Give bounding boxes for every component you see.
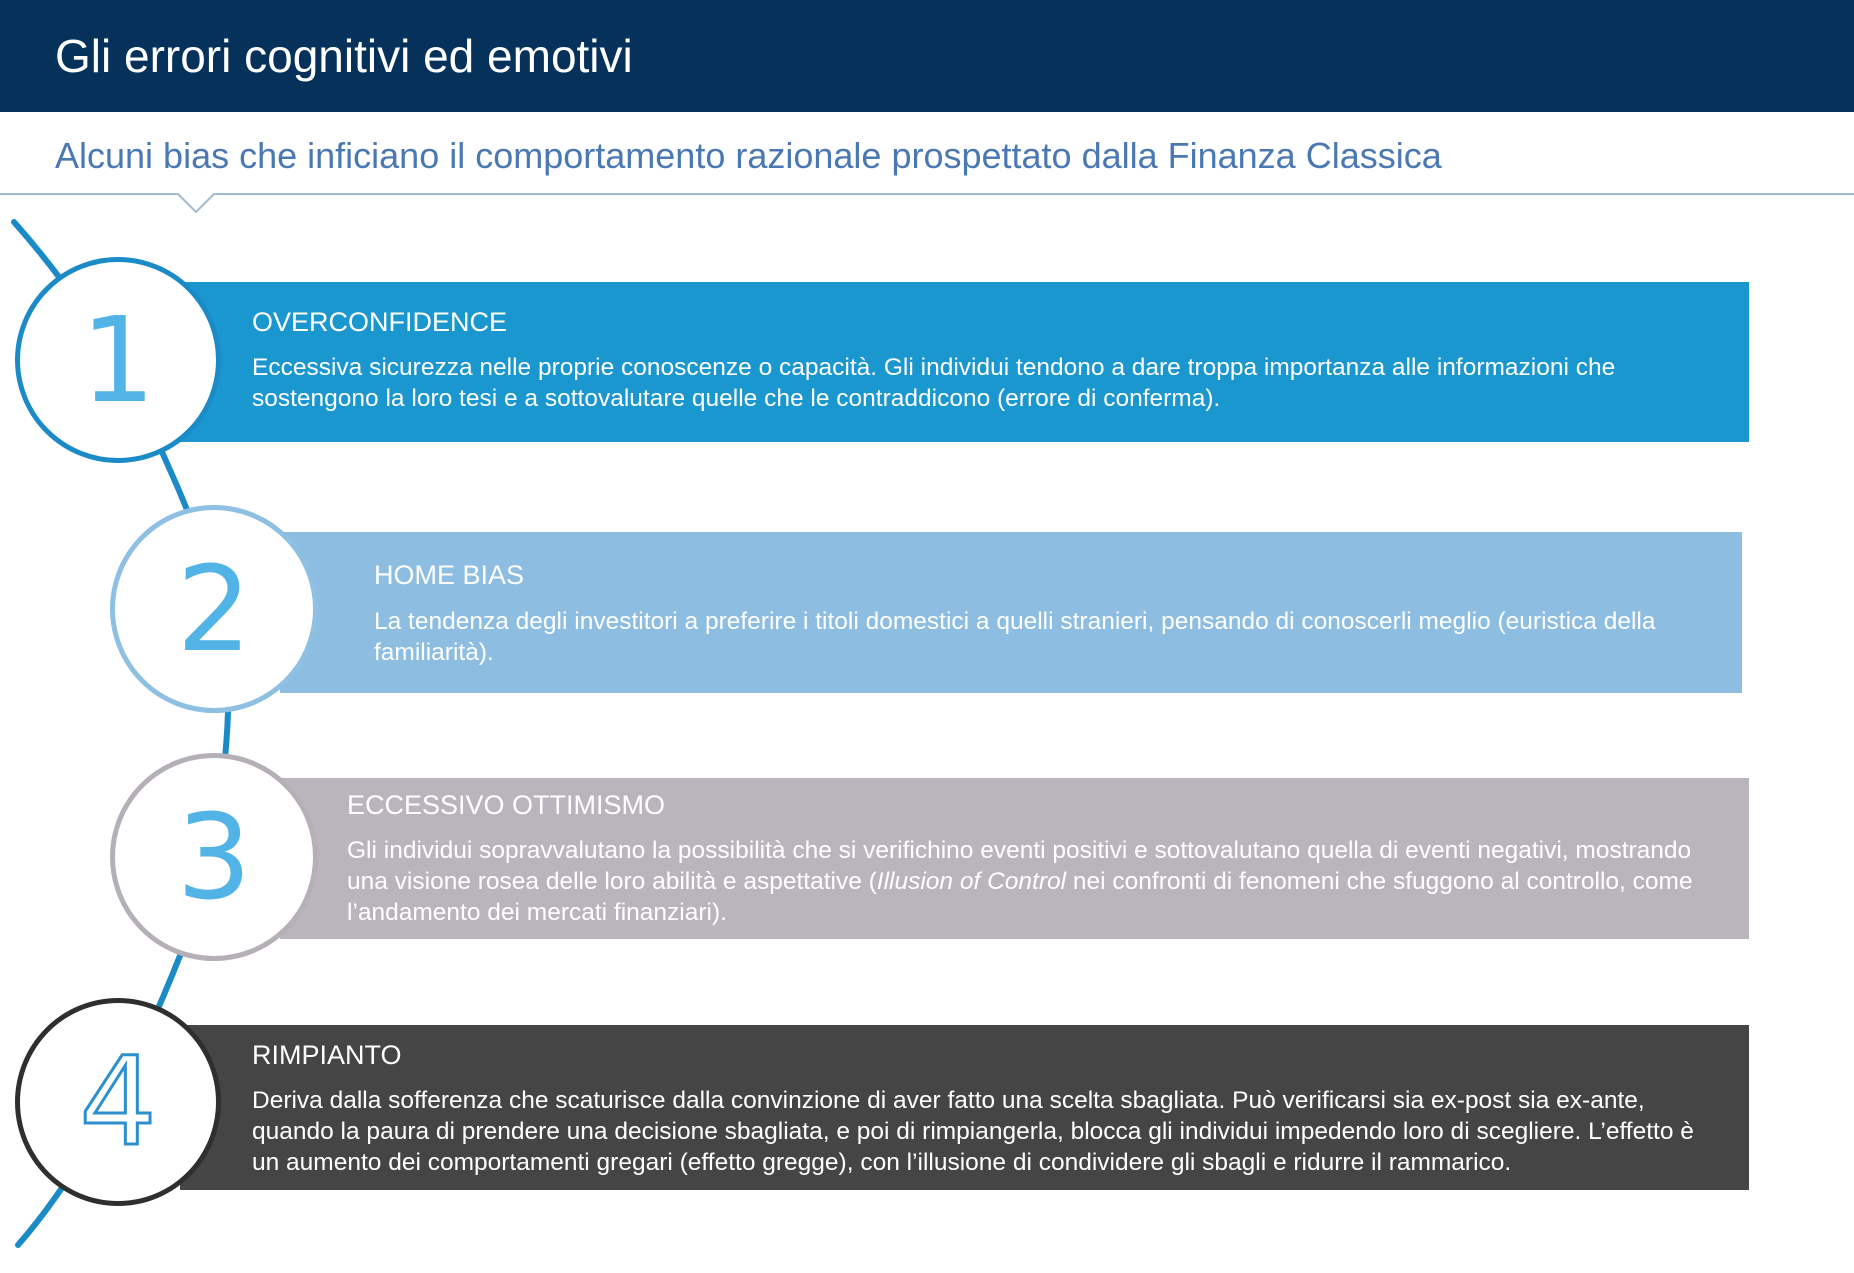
bias-band-eccessivo-ottimismo <box>280 778 1749 939</box>
page-subtitle: Alcuni bias che inficiano il comportamento razionale prospettato dalla Finanza Classica <box>55 135 1442 176</box>
page-title: Gli errori cognitivi ed emotivi <box>55 30 633 82</box>
bias-band-home-bias <box>280 532 1742 693</box>
bias-description-part: nei confronti di fenomeni che sfuggono al controllo, come l’andamento dei mercati finanziari). <box>347 868 1693 926</box>
step-number: 2 <box>176 540 252 678</box>
bias-title: RIMPIANTO <box>252 1040 402 1070</box>
bias-title: HOME BIAS <box>374 560 525 590</box>
step-circle-2 <box>110 505 318 713</box>
step-number: 1 <box>80 291 156 429</box>
step-number: 4 <box>79 1031 157 1173</box>
bias-description: Deriva dalla sofferenza che scaturisce dalla convinzione di aver fatto una scelta sbagliata. Può verificarsi sia ex-post sia ex-ante, quando la paura di prendere una decisione sbagliata, e poi di rimpiangerla, blocca gli individui impedendo loro di scegliere. L’effetto è un aumento dei comportamenti gregari (effetto gregge), con l’illusione di condividere gli sbagli e ridurre il rammarico. <box>252 1087 1694 1176</box>
step-number: 3 <box>176 788 252 926</box>
bias-title: OVERCONFIDENCE <box>252 307 508 337</box>
bias-description-italic: Illusion of Control <box>876 868 1067 895</box>
bias-description-part: Gli individui sopravvalutano la possibilità che si verifichino eventi positivi e sottovalutano quella di eventi negativi, mostrando una visione rosea delle loro abilità e aspettative ( <box>347 837 1692 895</box>
step-circle-1 <box>15 257 221 463</box>
bias-description: La tendenza degli investitori a preferire i titoli domestici a quelli stranieri, pensando di conoscerli meglio (euristica della familiarità). <box>374 608 1656 666</box>
bias-band-rimpianto <box>180 1025 1749 1190</box>
bias-title: ECCESSIVO OTTIMISMO <box>347 790 666 820</box>
step-circle-4 <box>15 998 221 1206</box>
bias-description <box>347 835 1737 928</box>
step-circle-3 <box>110 753 318 961</box>
bias-band-overconfidence <box>180 282 1749 442</box>
bias-description: Eccessiva sicurezza nelle proprie conoscenze o capacità. Gli individui tendono a dare troppa importanza alle informazioni che sostengono la loro tesi e a sottovalutare quelle che le contraddicono (errore di conferma). <box>252 354 1616 412</box>
